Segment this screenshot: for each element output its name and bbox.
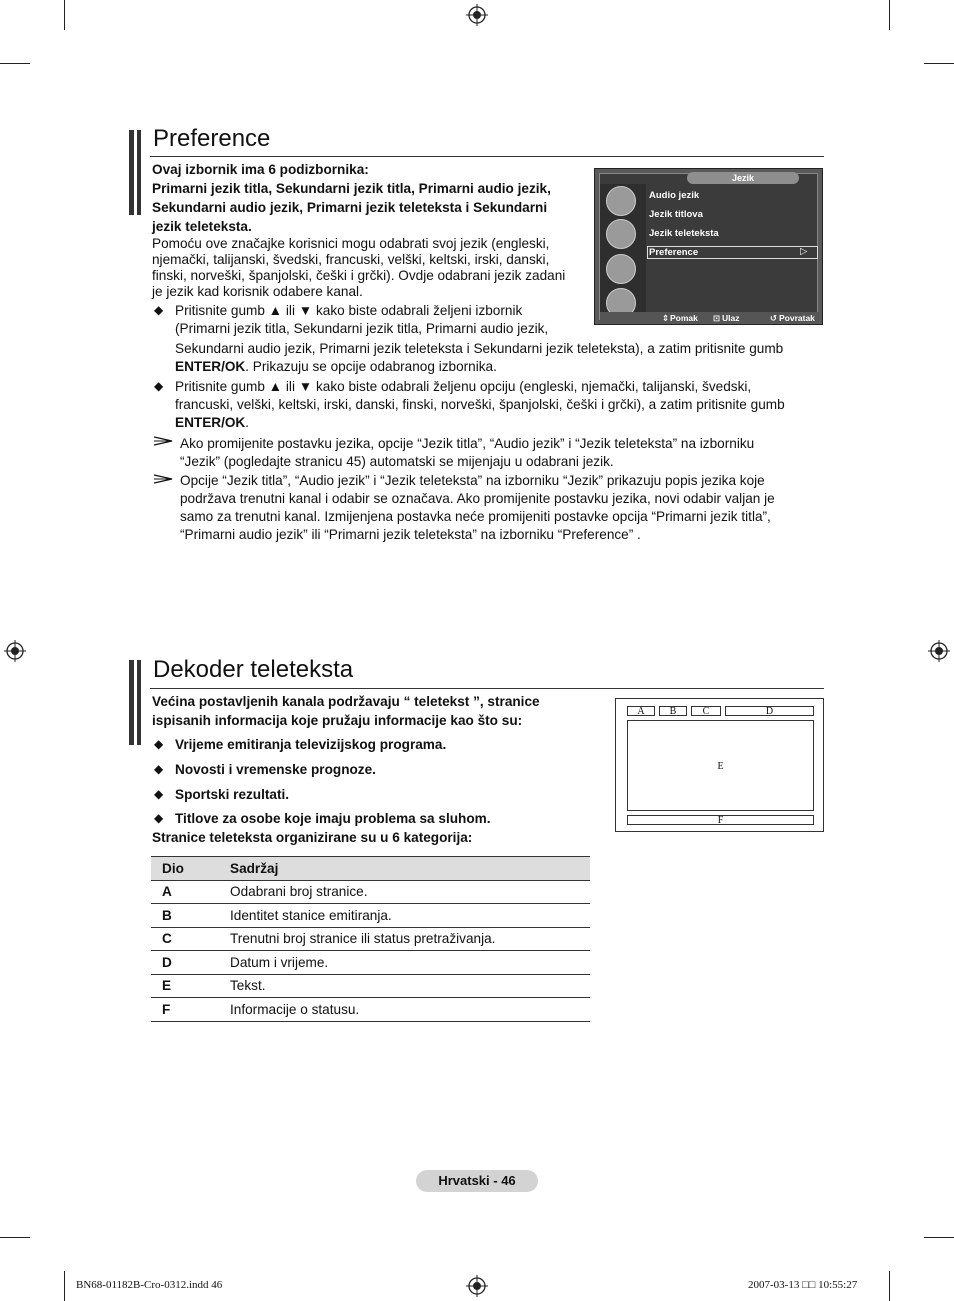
diamond-bullet-icon: ◆ (154, 737, 164, 751)
intro-line: ispisanih informacija koje pružaju informacije kao što su: (152, 713, 523, 728)
table-cell-key: D (151, 951, 219, 975)
picture-icon (606, 186, 636, 216)
diamond-bullet-icon: ◆ (154, 379, 164, 393)
table-cell: Identitet stanice emitiranja. (219, 904, 590, 928)
diagram-box-e: E (627, 720, 814, 811)
footer-move: Pomak (670, 313, 698, 323)
step-text: . Prikazuju se opcije odabranog izbornika. (245, 359, 497, 374)
list-item: Titlove za osobe koje imaju problema sa sluhom. (175, 811, 491, 826)
section-title-preference: Preference (153, 125, 271, 152)
diagram-box-b: B (659, 706, 687, 716)
section-bar (137, 130, 141, 215)
registration-mark-icon (4, 640, 26, 662)
enter-ok-label: ENTER/OK (175, 359, 246, 374)
step-line: Pritisnite gumb ▲ ili ▼ kako biste odabrali željeni izbornik (175, 303, 523, 318)
table-header: Sadržaj (219, 857, 590, 881)
diagram-box-a: A (627, 706, 655, 716)
note-line: Ako promijenite postavku jezika, opcije “Jezik titla”, “Audio jezik” i “Jezik teleteksta” na izborniku (180, 436, 755, 451)
section-bar (137, 660, 141, 745)
note-arrow-icon (153, 474, 173, 484)
note-line: Opcije “Jezik titla”, “Audio jezik” i “Jezik teleteksta” na izborniku “Jezik” prikazuju popis jezika koje (180, 473, 765, 488)
footer-date: 2007-03-13 □□ 10:55:27 (748, 1279, 858, 1291)
diamond-bullet-icon: ◆ (154, 303, 164, 317)
sound-icon (606, 219, 636, 249)
table-cell: Datum i vrijeme. (219, 951, 590, 975)
crop-mark (889, 1271, 890, 1301)
note-arrow-icon (153, 436, 173, 446)
note-line: “Primarni audio jezik” ili “Primarni jezik teleteksta” na izborniku “Preference” . (180, 527, 641, 542)
table-row (151, 951, 590, 975)
teletext-parts-table (151, 856, 590, 1022)
section-rule (150, 688, 824, 689)
section-bar (129, 660, 134, 745)
table-cell: Informacije o statusu. (219, 998, 590, 1022)
step-line: (Primarni jezik titla, Sekundarni jezik titla, Primarni audio jezik, (175, 321, 549, 336)
table-row (151, 927, 590, 951)
diamond-bullet-icon: ◆ (154, 811, 164, 825)
table-cell-key: E (151, 974, 219, 998)
step-line: Pritisnite gumb ▲ ili ▼ kako biste odabrali željenu opciju (engleski, njemački, talijanski, švedski, (175, 379, 752, 394)
intro-line: Ovaj izbornik ima 6 podizbornika: (152, 162, 369, 177)
registration-mark-icon (466, 4, 488, 26)
crop-mark (64, 0, 65, 30)
note-line: “Jezik” (pogledajte stranicu 45) automatski se mijenjaju u odabrani jezik. (180, 454, 614, 469)
step-line (175, 358, 497, 376)
tv-menu-item-selected: Preference (649, 247, 699, 258)
registration-mark-icon (928, 640, 950, 662)
crop-mark (0, 63, 30, 64)
desc-line: je jezik kad korisnik odabere kanal. (152, 284, 363, 299)
crop-mark (889, 0, 890, 30)
desc-line: finski, norveški, španjolski, češki i grčki). Ovdje odabrani jezik zadani (152, 268, 566, 283)
list-item: Novosti i vremenske prognoze. (175, 762, 376, 777)
crop-mark (924, 1237, 954, 1238)
tv-menu-header: Jezik (687, 172, 799, 184)
table-cell: Odabrani broj stranice. (219, 880, 590, 904)
registration-mark-icon (466, 1275, 488, 1297)
table-row (151, 880, 590, 904)
desc-line: njemački, talijanski, švedski, francuski, velški, keltski, irski, danski, (152, 252, 550, 267)
diagram-box-f: F (627, 815, 814, 825)
table-cell: Trenutni broj stranice ili status pretraživanja. (219, 927, 590, 951)
crop-mark (0, 1237, 30, 1238)
tv-menu-item: Audio jezik (649, 190, 700, 201)
list-item: Sportski rezultati. (175, 787, 290, 802)
step-text: . (245, 415, 250, 430)
crop-mark (64, 1271, 65, 1301)
crop-mark (924, 63, 954, 64)
note-line: samo za trenutni kanal. Izmijenjena postavka neće promijeniti postavke opcija “Primarni jezik titla”, (180, 509, 771, 524)
desc-line: Pomoću ove značajke korisnici mogu odabrati svoj jezik (engleski, (152, 236, 550, 251)
return-icon: ↺ (770, 313, 778, 323)
table-cell-key: B (151, 904, 219, 928)
enter-icon: ⊡ (713, 313, 721, 323)
move-icon: ⇕ (662, 313, 670, 323)
enter-ok-label: ENTER/OK (175, 415, 246, 430)
intro-line: Primarni jezik titla, Sekundarni jezik titla, Primarni audio jezik, (152, 181, 551, 196)
step-line: francuski, velški, keltski, irski, danski, finski, norveški, španjolski, češki i grčki), a zatim pritisnite gumb (175, 397, 785, 412)
table-row (151, 974, 590, 998)
table-cell-key: C (151, 927, 219, 951)
tv-menu-item: Jezik titlova (649, 209, 703, 220)
page-number-label: Hrvatski - 46 (416, 1170, 538, 1192)
setup-gear-icon (606, 254, 636, 284)
list-item: Vrijeme emitiranja televizijskog programa. (175, 737, 447, 752)
table-header: Dio (151, 857, 219, 881)
tv-menu-item: Jezik teleteksta (649, 228, 719, 239)
table-cell-key: A (151, 880, 219, 904)
section-rule (150, 156, 824, 157)
table-row (151, 998, 590, 1022)
step-line (175, 414, 249, 432)
summary-line: Stranice teleteksta organizirane su u 6 kategorija: (152, 830, 473, 845)
diamond-bullet-icon: ◆ (154, 787, 164, 801)
footer-return: Povratak (779, 313, 815, 323)
intro-line: jezik teleteksta. (152, 219, 252, 234)
table-cell-key: F (151, 998, 219, 1022)
section-bar (129, 130, 134, 215)
table-cell: Tekst. (219, 974, 590, 998)
section-title-dekoder: Dekoder teleteksta (153, 656, 354, 683)
intro-line: Sekundarni audio jezik, Primarni jezik teleteksta i Sekundarni (152, 200, 548, 215)
step-line: Sekundarni audio jezik, Primarni jezik teleteksta i Sekundarni jezik teleteksta), a zatim pritisnite gumb (175, 341, 784, 356)
diagram-box-d: D (725, 706, 814, 716)
note-line: podržava trenutni kanal i odabir se označava. Ako promijenite postavku jezika, novi odabir valjan je (180, 491, 775, 506)
submenu-arrow-icon: ▷ (800, 246, 808, 257)
table-row (151, 904, 590, 928)
diagram-box-c: C (691, 706, 721, 716)
footer-enter: Ulaz (722, 313, 740, 323)
footer-file: BN68-01182B-Cro-0312.indd 46 (76, 1279, 223, 1291)
table-header-row (151, 857, 590, 881)
diamond-bullet-icon: ◆ (154, 762, 164, 776)
intro-line: Većina postavljenih kanala podržavaju “ teletekst ”, stranice (152, 694, 540, 709)
